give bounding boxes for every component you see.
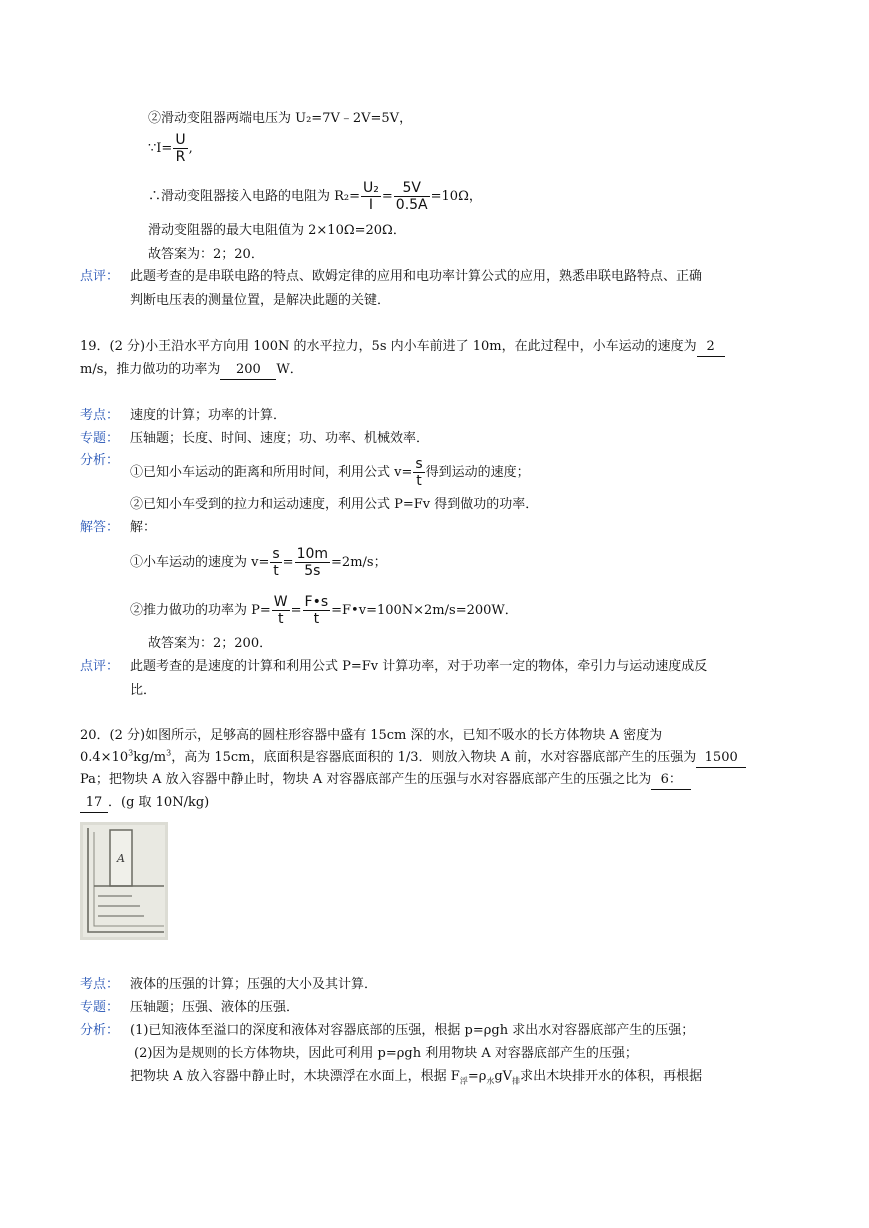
jieda-label: 解答：: [80, 520, 120, 535]
fenxi-text: (2)因为是规则的长方体物块，因此可利用 p=ρgh 利用物块 A 对容器底部产生的压强；: [134, 1046, 638, 1061]
container-figure: [80, 822, 168, 940]
kaodian-text: 液体的压强的计算；压强的大小及其计算．: [130, 977, 378, 992]
kaodian-text: 速度的计算；功率的计算．: [130, 408, 287, 423]
fenxi-label: 分析：: [80, 1023, 120, 1038]
question-20-line: $0.4\times 10^3kg/m^3$，高为 15cm，底面积是容器底面积的 1/3．则放入物块 A 前，水对容器底部产生的压强为 1500: [80, 749, 746, 768]
answer-blank: 17: [80, 794, 108, 813]
comment-text: 此题考查的是串联电路的特点、欧姆定律的应用和电功率计算公式的应用，熟悉串联电路特点、正确: [130, 269, 703, 284]
fenxi-text: 把物块 A 放入容器中静止时，木块漂浮在水面上，根据 $F_浮=\rho_水gV_排$求出木块排开水的体积，再根据: [130, 1069, 703, 1086]
zhuanti-text: 压轴题；长度、时间、速度；功、功率、机械效率．: [130, 431, 430, 446]
solution-line: ∵I= $\frac{U}{R}$ ,: [148, 132, 193, 165]
fraction: $\frac{10m}{5s}$: [296, 546, 329, 579]
solution-line: ②滑动变阻器两端电压为 U₂=7V﹣2V=5V，: [148, 111, 413, 126]
question-20-line: Pa；把物块 A 放入容器中静止时，物块 A 对容器底部产生的压强与水对容器底部产生的压强之比为 6：: [80, 771, 691, 790]
solution-line: ①小车运动的速度为 v= $\frac{s}{t}$ = $\frac{10m}{5s}$ =2m/s；: [130, 546, 387, 579]
fraction: $\frac{W}{t}$: [273, 594, 288, 627]
comment-text: 此题考查的是速度的计算和利用公式 P=Fv 计算功率，对于功率一定的物体，牵引力与运动速度成反: [130, 659, 708, 674]
answer-blank: 200: [220, 361, 276, 380]
question-20-line: 17 ．(g 取 10N/kg): [80, 794, 209, 813]
zhuanti-label: 专题：: [80, 1000, 120, 1015]
question-19-line: 19．(2 分)小王沿水平方向用 100N 的水平拉力，5s 内小车前进了 10m，在此过程中，小车运动的速度为 2: [80, 338, 725, 357]
solution-line: ②推力做功的功率为 P= $\frac{W}{t}$ = $\frac{F•s}{t}$ =F•v=100N×2m/s=200W．: [130, 594, 518, 627]
answer-line: 故答案为：2；20．: [148, 247, 264, 262]
fenxi-text: ①已知小车运动的距离和所用时间，利用公式 v= $\frac{s}{t}$ 得到运动的速度；: [130, 456, 530, 489]
answer-blank: 1500: [696, 749, 746, 768]
comment-text: 比．: [130, 683, 157, 698]
block-label: A: [117, 852, 125, 865]
answer-line: 故答案为：2；200．: [148, 636, 273, 651]
answer-blank: 6：: [651, 771, 691, 790]
fraction: $\frac{U}{R}$: [175, 132, 186, 165]
zhuanti-text: 压轴题；压强、液体的压强．: [130, 1000, 300, 1015]
question-19-line: m/s，推力做功的功率为 200 W．: [80, 361, 303, 380]
solution-line: 滑动变阻器的最大电阻值为 2×10Ω=20Ω．: [148, 223, 406, 238]
fraction: $\frac{5V}{0.5A}$: [395, 180, 428, 213]
container-diagram: [80, 822, 168, 940]
fraction: $\frac{s}{t}$: [272, 546, 280, 579]
fenxi-text: ②已知小车受到的拉力和运动速度，利用公式 P=Fv 得到做功的功率．: [130, 497, 539, 512]
comment-label: 点评：: [80, 269, 120, 284]
comment-label: 点评：: [80, 659, 120, 674]
fraction: $\frac{\text{U₂}}{I}$: [363, 180, 379, 213]
kaodian-label: 考点：: [80, 977, 120, 992]
zhuanti-label: 专题：: [80, 431, 120, 446]
question-20-line: 20．(2 分)如图所示，足够高的圆柱形容器中盛有 15cm 深的水，已知不吸水的长方体物块 A 密度为: [80, 728, 663, 743]
comment-text: 判断电压表的测量位置，是解决此题的关键．: [130, 293, 391, 308]
solution-line: ∴滑动变阻器接入电路的电阻为 R₂= $\frac{\text{U₂}}{I}$ = $\frac{5V}{0.5A}$ =10Ω，: [148, 180, 482, 213]
kaodian-label: 考点：: [80, 408, 120, 423]
jieda-text: 解：: [130, 520, 157, 535]
fenxi-label: 分析：: [80, 453, 120, 468]
answer-blank: 2: [697, 338, 725, 357]
fraction: $\frac{s}{t}$: [415, 456, 423, 489]
fraction: $\frac{F•s}{t}$: [304, 594, 329, 627]
fenxi-text: (1)已知液体至溢口的深度和液体对容器底部的压强，根据 p=ρgh 求出水对容器底部产生的压强；: [130, 1023, 695, 1038]
